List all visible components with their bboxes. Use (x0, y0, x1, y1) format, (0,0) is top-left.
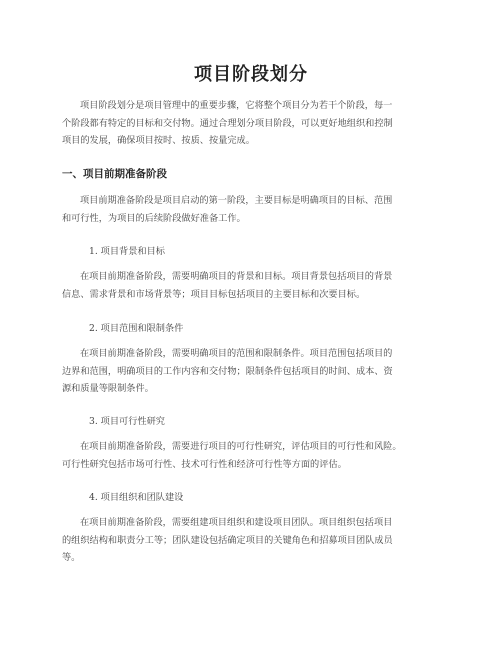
text-line: 可行性研究包括市场可行性、技术可行性和经济可行性等方面的评估。 (62, 458, 347, 470)
text-line: 信息、需求背景和市场背景等；项目目标包括项目的主要目标和次要目标。 (62, 288, 366, 300)
text-line: 项目的发展，确保项目按时、按质、按量完成。 (62, 135, 255, 146)
text-line: 在项目前期准备阶段，需要明确项目的范围和限制条件。项目范围包括项目的 (80, 348, 393, 359)
text-line: 项目前期准备阶段是项目启动的第一阶段，主要目标是明确项目的目标、范围 (80, 195, 393, 206)
subsection-title: 2. 项目范围和限制条件 (89, 323, 184, 334)
subsection-paragraph (62, 345, 440, 398)
text-line: 源和质量等限制条件。 (62, 383, 154, 394)
document-title: 项目阶段划分 (194, 64, 308, 85)
subsection-title: 3. 项目可行性研究 (89, 416, 165, 427)
text-line: 和可行性，为项目的后续阶段做好准备工作。 (62, 212, 246, 224)
text-line: 等。 (62, 552, 81, 563)
text-line: 在项目前期准备阶段，需要进行项目的可行性研究，评估项目的可行性和风险。 (80, 441, 402, 452)
text-line: 的组织结构和职责分工等；团队建设包括确定项目的关键角色和招募项目团队成员 (62, 534, 393, 546)
subsection-paragraph (62, 438, 440, 473)
subsection-title: 1. 项目背景和目标 (89, 246, 165, 257)
text-line: 在项目前期准备阶段，需要明确项目的背景和目标。项目背景包括项目的背景 (80, 271, 393, 282)
text-line: 边界和范围，明确项目的工作内容和交付物；限制条件包括项目的时间、成本、资 (62, 365, 393, 377)
text-line: 在项目前期准备阶段，需要组建项目组织和建设项目团队。项目组织包括项目 (80, 517, 393, 528)
section-heading: 一、项目前期准备阶段 (62, 168, 167, 180)
subsection-title: 4. 项目组织和团队建设 (89, 492, 184, 503)
text-line: 项目阶段划分是项目管理中的重要步骤，它将整个项目分为若干个阶段，每一 (80, 100, 393, 111)
section-intro-paragraph (62, 192, 440, 227)
subsection-paragraph (62, 268, 440, 303)
text-line: 个阶段都有特定的目标和交付物。通过合理划分项目阶段，可以更好地组织和控制 (62, 117, 393, 129)
intro-paragraph (62, 97, 440, 150)
subsection-paragraph (62, 514, 440, 567)
